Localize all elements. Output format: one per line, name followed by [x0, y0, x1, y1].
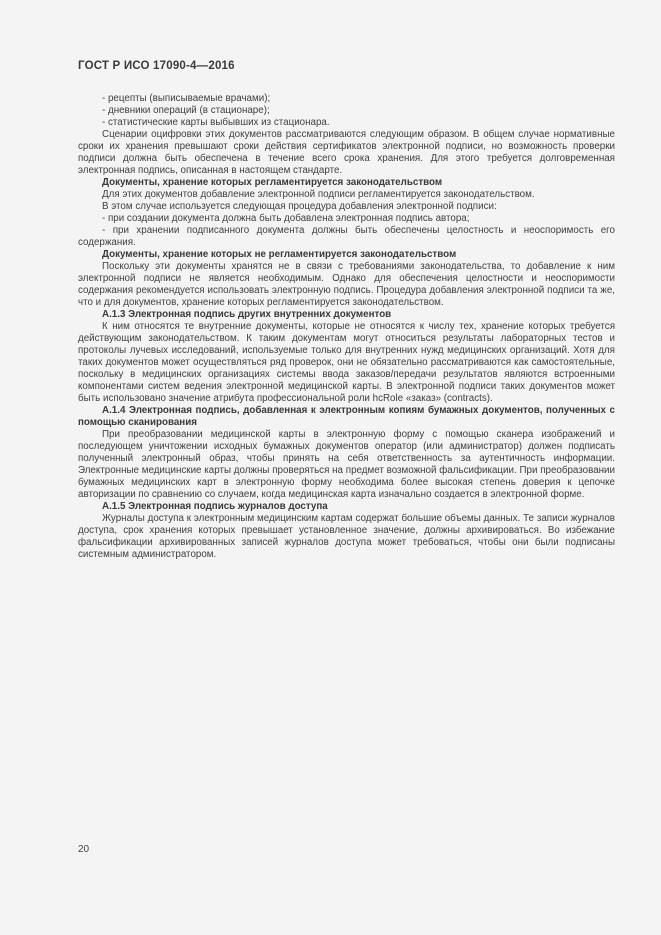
page-number: 20 [78, 844, 90, 855]
section-heading: А.1.4 Электронная подпись, добавленная к электронным копиям бумажных документов, полученных с помощью сканирования [78, 405, 615, 428]
list-item: - дневники операций (в стационаре); [102, 105, 270, 116]
section-heading: А.1.5 Электронная подпись журналов доступа [102, 501, 328, 512]
paragraph: - при создании документа должна быть добавлена электронная подпись автора; [102, 213, 470, 224]
paragraph: Сценарии оцифровки этих документов рассматриваются следующим образом. В общем случае нормативные сроки их хранения превышают сроки действия сертификатов электронной подписи, но возможность проверки подписи должна быть обеспечена в течение всего срока хранения. Для этого требуется долговременная электронная подпись, описанная в настоящем стандарте. [78, 129, 615, 176]
paragraph: Для этих документов добавление электронной подписи регламентируется законодательством. [102, 189, 535, 200]
paragraph: - при хранении подписанного документа должны быть обеспечены целостность и неоспоримость его содержания. [78, 225, 615, 248]
section-heading: Документы, хранение которых не регламентируется законодательством [102, 249, 457, 260]
paragraph: В этом случае используется следующая процедура добавления электронной подписи: [102, 201, 497, 212]
document-header: ГОСТ Р ИСО 17090-4—2016 [78, 60, 235, 72]
paragraph: Журналы доступа к электронным медицинским картам содержат большие объемы данных. Те записи журналов доступа, срок хранения которых превышает установленное значение, должны архивироваться. Во избежание фальсификации архивированных записей журналов доступа может требоваться, чтобы они были подписаны системным администратором. [78, 513, 615, 560]
section-heading: А.1.3 Электронная подпись других внутренних документов [102, 309, 392, 320]
paragraph: При преобразовании медицинской карты в электронную форму с помощью сканера изображений и последующем уничтожении исходных бумажных документов оператор (или администратор) должен подписать полученный электронный образ, чтобы принять на себя ответственность за аутентичность информации. Электронные медицинские карты должны проверяться на предмет возможной фальсификации. При преобразовании бумажных медицинских карт в электронную форму необходима более высокая степень доверия к цепочке авторизации по сравнению со случаем, когда медицинская карта изначально создается в электронной форме. [78, 429, 615, 500]
page-content [78, 93, 615, 561]
list-item: - рецепты (выписываемые врачами); [102, 93, 271, 104]
paragraph: Поскольку эти документы хранятся не в связи с требованиями законодательства, то добавление к ним электронной подписи не является необходимым. Однако для обеспечения целостности и неоспоримости содержания рекомендуется использовать электронную подпись. Процедура добавления электронной подписи та же, что и для документов, хранение которых регламентируется законодательством. [78, 261, 615, 308]
list-item: - статистические карты выбывших из стационара. [102, 117, 330, 128]
paragraph: К ним относятся те внутренние документы, которые не относятся к числу тех, хранение которых требуется действующим законодательством. К таким документам могут относиться результаты лабораторных тестов и протоколы лучевых исследований, используемые только для внутренних нужд медицинских организаций. Хотя для таких документов может осуществляться ряд проверок, они не обязательно рассматриваются как самостоятельные, поскольку в медицинских организациях системы ввода заказов/передачи результатов являются встроенными компонентами систем ведения электронной медицинской карты. В электронной подписи таких документов может быть использовано значение атрибута профессиональной роли hcRole «заказ» (contracts). [78, 321, 615, 404]
section-heading: Документы, хранение которых регламентируется законодательством [102, 177, 443, 188]
